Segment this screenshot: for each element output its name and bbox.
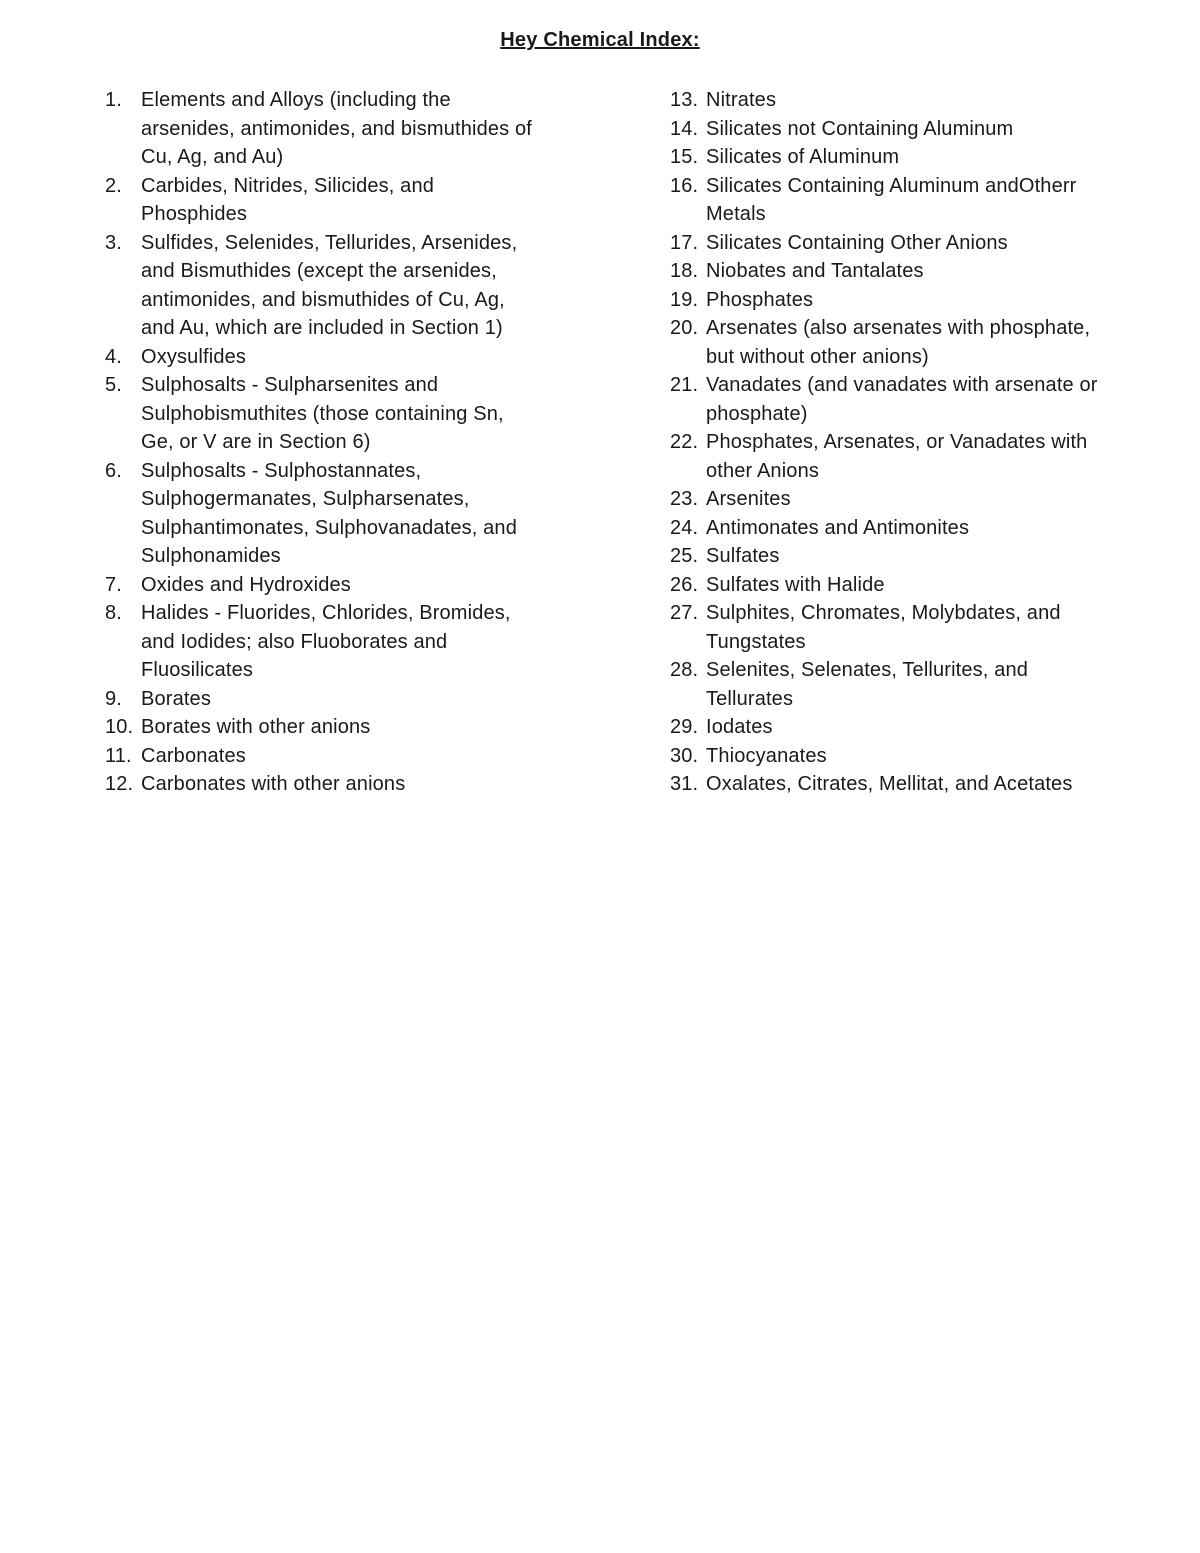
- entry-text-line: Niobates and Tantalates: [706, 260, 924, 282]
- entry-text: [141, 685, 575, 714]
- entry-number: 9.: [105, 687, 122, 710]
- entry-text: [706, 713, 1140, 742]
- entry-number: 5.: [105, 374, 122, 396]
- entry-text-line: and Bismuthides (except the arsenides,: [141, 260, 497, 282]
- index-entry: [105, 770, 575, 799]
- entry-text-line: Sulphites, Chromates, Molybdates, and: [706, 602, 1061, 624]
- entry-number: 8.: [105, 602, 122, 624]
- entry-text-line: Carbonates: [141, 744, 246, 767]
- index-entry: [670, 485, 1140, 514]
- entry-text: [706, 514, 1140, 543]
- entry-text-line: Selenites, Selenates, Tellurites, and: [706, 659, 1029, 681]
- index-entry: [105, 742, 575, 771]
- index-entry: [670, 428, 1140, 485]
- entry-text: [141, 86, 575, 172]
- entry-text-line: Nitrates: [706, 89, 777, 111]
- entry-number: 4.: [105, 345, 122, 368]
- entry-number: 1.: [105, 89, 122, 111]
- entry-text-line: Borates with other anions: [141, 716, 371, 738]
- entry-text: [706, 485, 1140, 514]
- entry-text: [141, 770, 575, 799]
- entry-text-line: Halides - Fluorides, Chlorides, Bromides,: [141, 602, 511, 624]
- entry-number: 29.: [670, 716, 699, 738]
- entry-text: [706, 742, 1140, 771]
- entry-text-line: Cu, Ag, and Au): [141, 146, 284, 168]
- entry-text-line: arsenides, antimonides, and bismuthides of: [141, 117, 532, 140]
- index-entry: [670, 286, 1140, 315]
- index-entry: [670, 229, 1140, 258]
- index-entry: [670, 314, 1140, 371]
- index-entry: [105, 229, 575, 343]
- entry-text-line: Sulphantimonates, Sulphovanadates, and: [141, 516, 517, 539]
- entry-text-line: Arsenites: [706, 488, 791, 510]
- index-entry: [105, 172, 575, 229]
- entry-number: 3.: [105, 231, 122, 254]
- entry-number: 21.: [670, 374, 699, 396]
- entry-number: 7.: [105, 573, 122, 596]
- entry-text: [141, 172, 575, 229]
- entry-text-line: Thiocyanates: [706, 744, 827, 767]
- entry-number: 20.: [670, 317, 699, 339]
- index-entry: [105, 713, 575, 742]
- entry-number: 16.: [670, 174, 699, 197]
- entry-text-line: Borates: [141, 687, 211, 710]
- entry-text-line: Fluosilicates: [141, 659, 253, 681]
- entry-text-line: Phosphides: [141, 203, 248, 225]
- index-entry: [105, 599, 575, 685]
- entry-text: [141, 599, 575, 685]
- index-entry: [105, 86, 575, 172]
- entry-text-line: Carbides, Nitrides, Silicides, and: [141, 174, 435, 197]
- entry-text-line: Vanadates (and vanadates with arsenate or: [706, 374, 1098, 396]
- entry-text: [706, 599, 1140, 656]
- index-entry: [105, 685, 575, 714]
- entry-text-line: Ge, or V are in Section 6): [141, 431, 371, 453]
- entry-text-line: Oxides and Hydroxides: [141, 573, 351, 596]
- index-entry: [670, 115, 1140, 144]
- entry-number: 14.: [670, 117, 699, 140]
- entry-text-line: Tellurates: [706, 687, 794, 710]
- entry-text-line: Silicates Containing Other Anions: [706, 231, 1008, 254]
- entry-number: 31.: [670, 773, 699, 795]
- entry-text: [706, 314, 1140, 371]
- entry-number: 13.: [670, 89, 699, 111]
- entry-number: 25.: [670, 545, 699, 567]
- index-entry: [670, 143, 1140, 172]
- entry-number: 28.: [670, 659, 699, 681]
- index-entry: [670, 542, 1140, 571]
- entry-number: 27.: [670, 602, 699, 624]
- index-entry: [670, 86, 1140, 115]
- index-entry: [670, 571, 1140, 600]
- entry-text-line: other Anions: [706, 459, 819, 482]
- entry-text-line: Silicates not Containing Aluminum: [706, 117, 1014, 140]
- entry-text: [706, 229, 1140, 258]
- entry-number: 2.: [105, 174, 122, 197]
- index-entry: [670, 770, 1140, 799]
- entry-number: 30.: [670, 744, 699, 767]
- entry-text: [706, 86, 1140, 115]
- index-entry: [670, 514, 1140, 543]
- entry-text: [141, 229, 575, 343]
- index-entry: [670, 656, 1140, 713]
- entry-text-line: Oxysulfides: [141, 345, 247, 368]
- index-entry: [670, 172, 1140, 229]
- entry-text: [706, 770, 1140, 799]
- entry-text-line: Sulphosalts - Sulphostannates,: [141, 459, 422, 482]
- entry-number: 17.: [670, 231, 699, 254]
- entry-text-line: but without other anions): [706, 345, 929, 368]
- entry-text-line: Oxalates, Citrates, Mellitat, and Acetates: [706, 773, 1073, 795]
- entry-text-line: and Au, which are included in Section 1): [141, 317, 503, 339]
- entry-number: 23.: [670, 488, 699, 510]
- entry-text: [706, 115, 1140, 144]
- entry-text-line: Phosphates: [706, 288, 814, 311]
- entry-number: 12.: [105, 773, 134, 795]
- index-entry: [670, 257, 1140, 286]
- entry-text-line: Sulphosalts - Sulpharsenites and: [141, 374, 439, 396]
- index-entry: [105, 371, 575, 457]
- entry-text-line: Elements and Alloys (including the: [141, 89, 451, 111]
- entry-text: [706, 143, 1140, 172]
- index-entry: [670, 742, 1140, 771]
- entry-number: 26.: [670, 573, 699, 596]
- entry-text-line: antimonides, and bismuthides of Cu, Ag,: [141, 288, 505, 311]
- entry-text: [141, 343, 575, 372]
- entry-number: 19.: [670, 288, 699, 311]
- entry-text-line: Tungstates: [706, 630, 806, 653]
- entry-text-line: Silicates Containing Aluminum andOtherr: [706, 174, 1077, 197]
- entry-text-line: Antimonates and Antimonites: [706, 516, 970, 539]
- entry-text-line: Sulphogermanates, Sulpharsenates,: [141, 488, 470, 510]
- entry-number: 24.: [670, 516, 699, 539]
- entry-text: [706, 286, 1140, 315]
- entry-number: 11.: [105, 744, 132, 767]
- entry-number: 22.: [670, 431, 699, 453]
- entry-text-line: Carbonates with other anions: [141, 773, 406, 795]
- entry-text: [706, 428, 1140, 485]
- entry-text: [706, 257, 1140, 286]
- index-entry: [670, 371, 1140, 428]
- entry-text: [141, 713, 575, 742]
- entry-text: [141, 457, 575, 571]
- entry-text: [706, 542, 1140, 571]
- entry-text-line: Sulfates: [706, 545, 780, 567]
- entry-text-line: Phosphates, Arsenates, or Vanadates with: [706, 431, 1088, 453]
- entry-text-line: Sulphobismuthites (those containing Sn,: [141, 402, 504, 425]
- entry-text-line: Arsenates (also arsenates with phosphate,: [706, 317, 1091, 339]
- entry-text: [706, 656, 1140, 713]
- entry-number: 18.: [670, 260, 699, 282]
- entry-text-line: Sulfides, Selenides, Tellurides, Arsenides,: [141, 231, 518, 254]
- entry-text: [141, 742, 575, 771]
- entry-text-line: Iodates: [706, 716, 773, 738]
- index-entry: [670, 713, 1140, 742]
- index-entry: [105, 343, 575, 372]
- entry-text-line: Sulfates with Halide: [706, 573, 885, 596]
- entry-text: [706, 172, 1140, 229]
- index-entry: [105, 571, 575, 600]
- index-entry: [670, 599, 1140, 656]
- entry-text: [706, 371, 1140, 428]
- document-title: Hey Chemical Index:: [500, 29, 700, 51]
- entry-number: 15.: [670, 146, 699, 168]
- entry-number: 10.: [105, 716, 134, 738]
- entry-text: [706, 571, 1140, 600]
- index-list-left: [105, 86, 575, 799]
- entry-text: [141, 571, 575, 600]
- entry-text-line: and Iodides; also Fluoborates and: [141, 630, 448, 653]
- entry-text: [141, 371, 575, 457]
- entry-text-line: phosphate): [706, 402, 808, 425]
- entry-text-line: Metals: [706, 203, 766, 225]
- index-list-right: [670, 86, 1140, 799]
- index-entry: [105, 457, 575, 571]
- entry-number: 6.: [105, 459, 122, 482]
- entry-text-line: Silicates of Aluminum: [706, 146, 900, 168]
- entry-text-line: Sulphonamides: [141, 545, 281, 567]
